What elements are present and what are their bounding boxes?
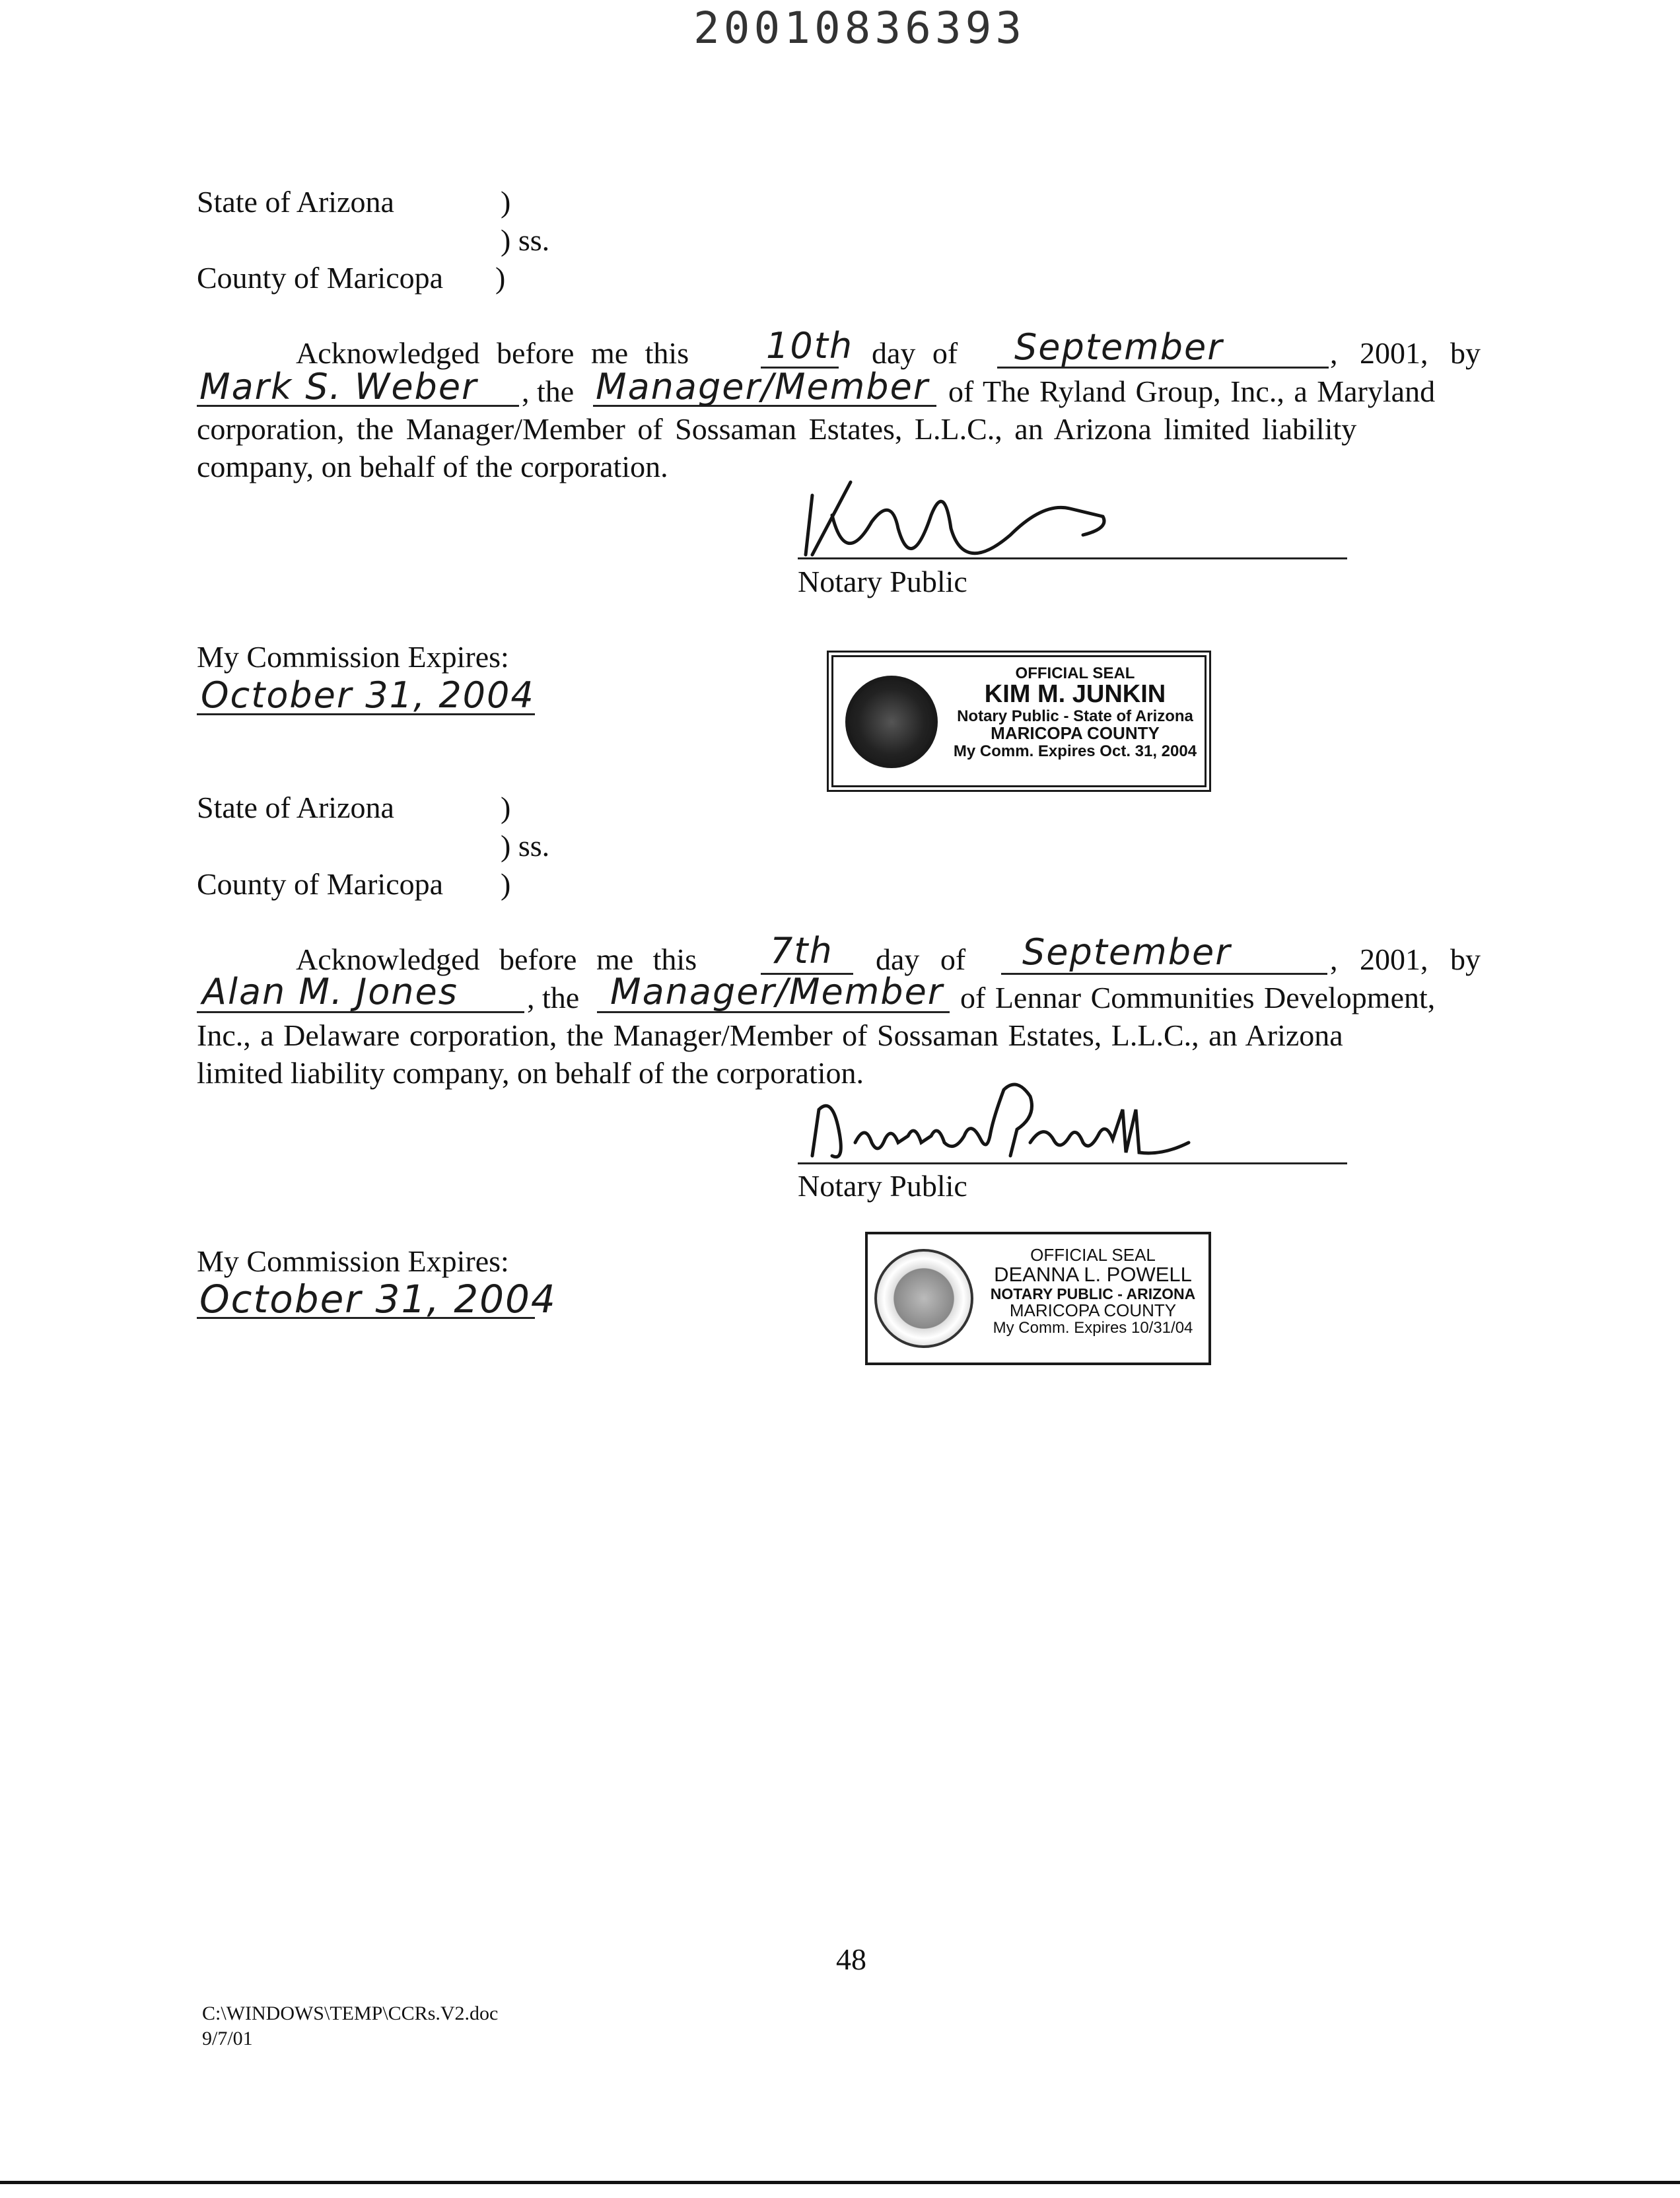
seal-line-1: OFFICIAL SEAL — [1015, 664, 1135, 682]
handwritten-day: 7th — [770, 930, 833, 972]
ack-text: Acknowledged before me this — [296, 942, 697, 976]
day-of-text: day of — [872, 336, 958, 370]
seal-line-3: Notary Public - State of Arizona — [957, 707, 1193, 726]
of-company-text: of The Ryland Group, Inc., a Maryland — [948, 374, 1436, 408]
official-seal-stamp — [865, 1232, 1211, 1365]
venue-ss: ) ss. — [501, 829, 550, 863]
venue-paren: ) — [501, 185, 511, 219]
seal-line-5: My Comm. Expires Oct. 31, 2004 — [953, 742, 1197, 760]
venue-county: County of Maricopa — [197, 261, 444, 295]
document-number: 20010836393 — [693, 3, 1026, 53]
handwritten-day: 10th — [766, 325, 854, 367]
seal-line-1: OFFICIAL SEAL — [1030, 1245, 1156, 1265]
handwritten-month: September — [1022, 931, 1232, 973]
handwritten-title: Manager/Member — [596, 366, 930, 408]
venue-paren: ) — [501, 791, 511, 824]
day-blank — [761, 930, 853, 975]
handwritten-name: Alan M. Jones — [202, 971, 458, 1012]
title-blank — [593, 366, 936, 408]
month-blank — [1001, 931, 1327, 975]
name-blank — [197, 366, 519, 408]
venue-state: State of Arizona — [197, 791, 394, 824]
handwritten-name: Mark S. Weber — [199, 366, 478, 408]
venue-state: State of Arizona — [197, 185, 394, 219]
seal-line-3: NOTARY PUBLIC - ARIZONA — [990, 1285, 1196, 1302]
commission-blank — [197, 674, 535, 716]
signature-line — [798, 557, 1347, 559]
notary-label: Notary Public — [798, 565, 967, 598]
footer-date: 9/7/01 — [202, 2028, 253, 2049]
name-blank — [197, 971, 524, 1013]
handwritten-commission-date: October 31, 2004 — [199, 1277, 557, 1322]
state-seal-emblem — [845, 676, 938, 768]
year-text: , 2001, by — [1330, 336, 1481, 370]
ack-line4: company, on behalf of the corporation. — [197, 450, 668, 483]
state-seal-emblem — [874, 1249, 973, 1348]
year-text: , 2001, by — [1330, 942, 1481, 976]
commission-blank — [197, 1277, 557, 1322]
seal-line-4: MARICOPA COUNTY — [991, 723, 1160, 744]
seal-line-2: DEANNA L. POWELL — [994, 1263, 1192, 1287]
page-number: 48 — [836, 1942, 866, 1976]
seal-line-5: My Comm. Expires 10/31/04 — [993, 1319, 1193, 1337]
notary-signature — [792, 456, 1189, 568]
handwritten-commission-date: October 31, 2004 — [201, 674, 535, 716]
notary-label: Notary Public — [798, 1169, 967, 1203]
ack-line4: limited liability company, on behalf of the corporation. — [197, 1056, 864, 1090]
venue-paren: ) — [495, 261, 506, 295]
the-text: , the — [527, 981, 580, 1014]
handwritten-title: Manager/Member — [610, 971, 944, 1012]
scan-edge-line — [0, 2181, 1680, 2184]
ack-line3: corporation, the Manager/Member of Sossaman Estates, L.L.C., an Arizona limited liability — [197, 412, 1357, 446]
day-blank — [761, 325, 854, 369]
ack-text: Acknowledged before me this — [296, 336, 689, 370]
ack-line3: Inc., a Delaware corporation, the Manager/Member of Sossaman Estates, L.L.C., an Arizona — [197, 1018, 1343, 1052]
venue-county: County of Maricopa — [197, 867, 444, 901]
handwritten-month: September — [1014, 326, 1224, 368]
commission-label: My Commission Expires: — [197, 640, 509, 674]
commission-label: My Commission Expires: — [197, 1244, 509, 1278]
month-blank — [997, 326, 1329, 369]
the-text: , the — [522, 374, 575, 408]
seal-line-4: MARICOPA COUNTY — [1009, 1300, 1177, 1320]
notary-signature — [792, 1070, 1215, 1169]
venue-ss: ) ss. — [501, 223, 550, 257]
signature-line — [798, 1162, 1347, 1164]
official-seal-stamp — [827, 651, 1211, 792]
day-of-text: day of — [876, 942, 966, 976]
venue-paren: ) — [501, 867, 511, 901]
footer-file-path: C:\WINDOWS\TEMP\CCRs.V2.doc — [202, 2003, 499, 2024]
of-company-text: of Lennar Communities Development, — [960, 981, 1436, 1014]
seal-line-2: KIM M. JUNKIN — [984, 680, 1166, 709]
title-blank — [597, 971, 950, 1013]
